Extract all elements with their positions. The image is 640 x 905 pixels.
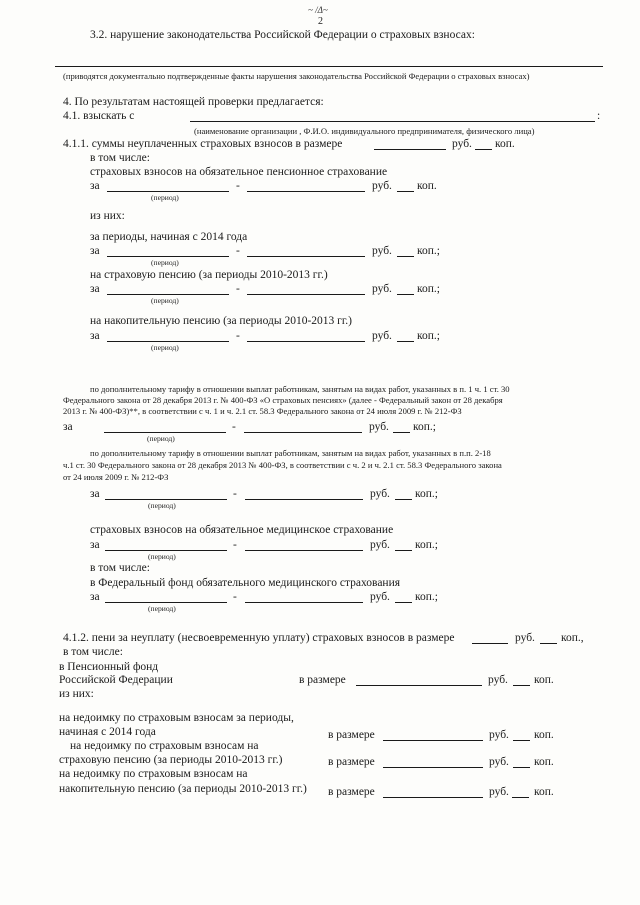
- period-from-line: [107, 341, 229, 342]
- in-amount-label: в размере: [328, 729, 375, 741]
- period-note: (период): [151, 296, 179, 305]
- recipient-note: (наименование организации , Ф.И.О. индивидуального предпринимателя, физического лица): [194, 126, 535, 136]
- za-label: за: [90, 330, 100, 342]
- kop-label: коп.;: [417, 330, 440, 342]
- dash: -: [236, 180, 240, 192]
- kop-label: коп.: [495, 138, 515, 150]
- za-label: за: [90, 488, 100, 500]
- kop-line: [397, 294, 414, 295]
- period-from-line: [104, 432, 226, 433]
- add-tariff-2-line-1: по дополнительному тарифу в отношении выплат работникам, занятым на видах работ, указанных в п.п. 2-18: [90, 448, 491, 458]
- rub-label: руб.: [452, 138, 472, 150]
- amount-line: [374, 149, 446, 150]
- kop-line: [512, 797, 529, 798]
- pf-label-1: в Пенсионный фонд: [59, 661, 159, 673]
- arrears-2014-line-1: на недоимку по страховым взносам за периоды,: [59, 712, 294, 724]
- kop-line: [393, 432, 410, 433]
- period-from-line: [107, 294, 229, 295]
- period-to-line: [245, 602, 363, 603]
- za-label: за: [63, 421, 73, 433]
- rub-label: руб.: [489, 756, 509, 768]
- facts-line: [55, 66, 603, 67]
- arrears-amount-line: [383, 767, 483, 768]
- add-tariff-1-line-3: 2013 г. № 400-ФЗ)**, в соответствии с ч. 1 и ч. 2.1 ст. 58.3 Федерального закона от 24 июля 2009 г. № 212-ФЗ: [63, 406, 462, 416]
- rub-label: руб.: [489, 729, 509, 741]
- rub-label: руб.: [372, 245, 392, 257]
- period-from-line: [105, 550, 227, 551]
- period-note: (период): [147, 434, 175, 443]
- period-to-line: [244, 432, 362, 433]
- add-tariff-1-line-2: Федерального закона от 28 декабря 2013 г. № 400-ФЗ «О страховых пенсиях» (далее - Федеральный закон от 28 декабря: [63, 395, 503, 405]
- kop-line: [513, 685, 530, 686]
- period-note: (период): [151, 258, 179, 267]
- arrears-fund-line-2: накопительную пенсию (за периоды 2010-2013 гг.): [59, 783, 307, 795]
- za-label: за: [90, 539, 100, 551]
- in-amount-label: в размере: [328, 756, 375, 768]
- dash: -: [236, 245, 240, 257]
- arrears-amount-line: [383, 797, 483, 798]
- period-to-line: [247, 294, 365, 295]
- rub-label: руб.: [370, 591, 390, 603]
- pf-label-2: Российской Федерации: [59, 674, 173, 686]
- za-label: за: [90, 180, 100, 192]
- of-them-label: из них:: [59, 688, 94, 700]
- facts-note: (приводятся документально подтвержденные факты нарушения законодательства Российской Федерации о страховых взносах): [63, 71, 530, 81]
- rub-label: руб.: [372, 330, 392, 342]
- dash: -: [232, 421, 236, 433]
- arrears-ins-line-1: на недоимку по страховым взносам на: [70, 740, 259, 752]
- add-tariff-2-line-3: от 24 июля 2009 г. № 212-ФЗ: [63, 472, 169, 482]
- kop-line: [397, 256, 414, 257]
- rub-label: руб.: [369, 421, 389, 433]
- section-4-title: 4. По результатам настоящей проверки предлагается:: [63, 96, 324, 108]
- recipient-colon: :: [597, 110, 601, 122]
- period-note: (период): [148, 501, 176, 510]
- kop-label: коп.: [417, 180, 437, 192]
- period-from-line: [105, 499, 227, 500]
- dash: -: [233, 591, 237, 603]
- kop-label: коп.;: [413, 421, 436, 433]
- arrears-2014-line-2: начиная с 2014 года: [59, 726, 156, 738]
- kop-line: [475, 149, 492, 150]
- kop-line: [513, 740, 530, 741]
- medical-label: страховых взносов на обязательное медицинское страхование: [90, 524, 394, 536]
- kop-label: коп.;: [417, 283, 440, 295]
- kop-label: коп.;: [415, 591, 438, 603]
- penalty-amount-line: [472, 643, 508, 644]
- arrears-fund-line-1: на недоимку по страховым взносам на: [59, 768, 248, 780]
- period-note: (период): [148, 604, 176, 613]
- section-4-1: 4.1. взыскать с: [63, 110, 135, 122]
- kop-label: коп.: [534, 674, 554, 686]
- section-4-1-1: 4.1.1. суммы неуплаченных страховых взносов в размере: [63, 138, 343, 150]
- in-total-label: в том числе:: [90, 152, 150, 164]
- rub-label: руб.: [515, 632, 535, 644]
- rub-label: руб.: [489, 786, 509, 798]
- kop-label: коп.;: [415, 539, 438, 551]
- kop-label: коп.: [534, 756, 554, 768]
- kop-line: [395, 602, 412, 603]
- dash: -: [236, 283, 240, 295]
- in-total-label: в том числе:: [90, 562, 150, 574]
- section-4-1-2: 4.1.2. пени за неуплату (несвоевременную уплату) страховых взносов в размере: [63, 632, 455, 644]
- kop-line: [397, 341, 414, 342]
- rub-label: руб.: [372, 180, 392, 192]
- ffoms-label: в Федеральный фонд обязательного медицинского страхования: [90, 577, 401, 589]
- za-label: за: [90, 591, 100, 603]
- rub-label: руб.: [370, 488, 390, 500]
- arrears-amount-line: [383, 740, 483, 741]
- in-total-label: в том числе:: [63, 646, 123, 658]
- period-from-line: [105, 602, 227, 603]
- arrears-ins-line-2: страховую пенсию (за периоды 2010-2013 гг.): [59, 754, 283, 766]
- add-tariff-2-line-2: ч.1 ст. 30 Федерального закона от 28 декабря 2013 № 400-ФЗ, в соответствии с ч. 2 и ч. 2.1 ст. 58.3 Федерального закона: [63, 460, 502, 470]
- page-number: 2: [318, 16, 323, 27]
- kop-label: коп.,: [561, 632, 584, 644]
- pension-insurance-label: страховых взносов на обязательное пенсионное страхование: [90, 166, 388, 178]
- period-to-line: [247, 191, 365, 192]
- in-amount-label: в размере: [299, 674, 346, 686]
- period-from-line: [107, 256, 229, 257]
- dash: -: [233, 539, 237, 551]
- period-to-line: [245, 550, 363, 551]
- of-them-label: из них:: [90, 210, 125, 222]
- add-tariff-1-line-1: по дополнительному тарифу в отношении выплат работникам, занятым на видах работ, указанных в п. 1 ч. 1 ст. 30: [90, 384, 510, 394]
- rub-label: руб.: [488, 674, 508, 686]
- in-amount-label: в размере: [328, 786, 375, 798]
- dash: -: [236, 330, 240, 342]
- period-from-line: [107, 191, 229, 192]
- insurance-pension-label: на страховую пенсию (за периоды 2010-2013 гг.): [90, 269, 328, 281]
- period-to-line: [245, 499, 363, 500]
- za-label: за: [90, 245, 100, 257]
- recipient-line: [190, 121, 595, 122]
- period-note: (период): [151, 343, 179, 352]
- handwritten-mark: ~ /Δ~: [308, 5, 328, 15]
- za-label: за: [90, 283, 100, 295]
- kop-line: [395, 550, 412, 551]
- kop-line: [513, 767, 530, 768]
- kop-line: [540, 643, 557, 644]
- kop-label: коп.;: [417, 245, 440, 257]
- period-note: (период): [148, 552, 176, 561]
- kop-line: [395, 499, 412, 500]
- section-3-2: 3.2. нарушение законодательства Российской Федерации о страховых взносах:: [90, 29, 475, 41]
- kop-line: [397, 191, 414, 192]
- dash: -: [233, 488, 237, 500]
- kop-label: коп.: [534, 786, 554, 798]
- pf-amount-line: [356, 685, 482, 686]
- period-note: (период): [151, 193, 179, 202]
- rub-label: руб.: [370, 539, 390, 551]
- funded-pension-label: на накопительную пенсию (за периоды 2010-2013 гг.): [90, 315, 353, 327]
- period-to-line: [247, 341, 365, 342]
- kop-label: коп.: [534, 729, 554, 741]
- kop-label: коп.;: [415, 488, 438, 500]
- rub-label: руб.: [372, 283, 392, 295]
- from-2014-label: за периоды, начиная с 2014 года: [90, 231, 248, 243]
- period-to-line: [247, 256, 365, 257]
